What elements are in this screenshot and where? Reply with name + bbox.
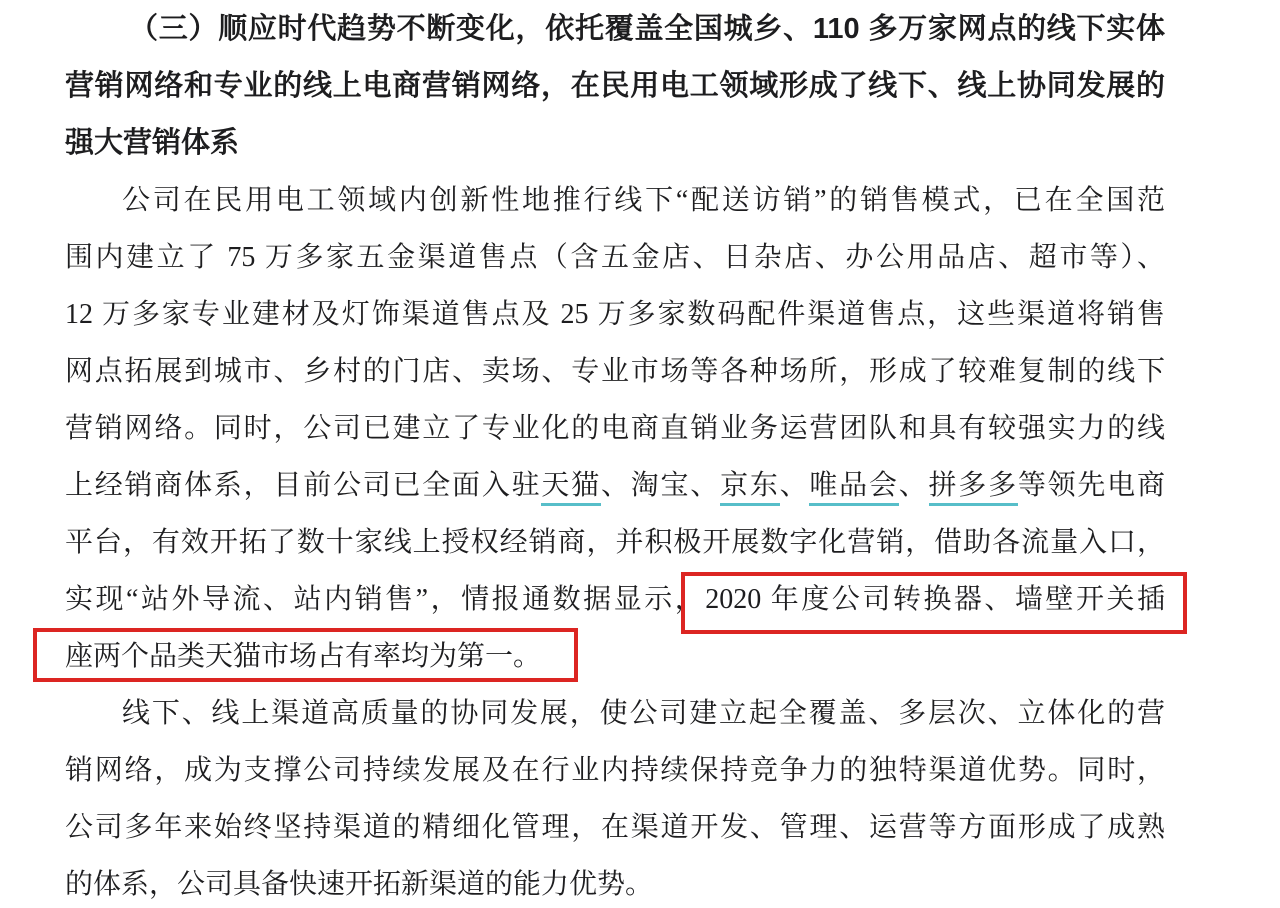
body-line xyxy=(65,628,1165,685)
body-line xyxy=(65,343,1165,400)
heading-line: （三）顺应时代趋势不断变化，依托覆盖全国城乡、110 多万家网点的线下实体 xyxy=(129,13,1165,45)
body-text: 销网络，成为支撑公司持续发展及在行业内持续保持竞争力的独特渠道优势。同时， xyxy=(65,755,1165,786)
body-text: 、淘宝、 xyxy=(600,470,721,501)
body-line xyxy=(65,286,1165,343)
body-line xyxy=(65,229,1165,286)
body-text: 线下、线上渠道高质量的协同发展，使公司建立起全覆盖、多层次、立体化的营 xyxy=(122,698,1165,729)
body-line xyxy=(65,172,1165,229)
body-text: 公司在民用电工领域内创新性地推行线下“配送访销”的销售模式，已在全国范 xyxy=(122,185,1165,216)
body-text: 公司多年来始终坚持渠道的精细化管理，在渠道开发、管理、运营等方面形成了成熟 xyxy=(65,812,1165,843)
section-body xyxy=(65,172,1165,908)
body-text: 等领先电商 xyxy=(1017,470,1165,501)
body-line xyxy=(65,571,1165,628)
body-line xyxy=(65,856,1165,908)
body-text: 座两个品类天猫市场占有率均为第一。 xyxy=(65,641,542,672)
body-line xyxy=(65,457,1165,514)
text-column xyxy=(65,1,1165,908)
body-line xyxy=(65,514,1165,571)
body-line xyxy=(65,400,1165,457)
body-text: 、 xyxy=(779,470,810,501)
platform-pdd: 拼多多 xyxy=(929,470,1018,506)
platform-tmall: 天猫 xyxy=(541,470,601,506)
heading-line: 强大营销体系 xyxy=(65,127,240,159)
body-text: 的体系，公司具备快速开拓新渠道的能力优势。 xyxy=(65,869,654,900)
section-heading xyxy=(65,1,1165,172)
body-text: 围内建立了 75 万多家五金渠道售点（含五金店、日杂店、办公用品店、超市等）、 xyxy=(65,242,1165,273)
body-text: 营销网络。同时，公司已建立了专业化的电商直销业务运营团队和具有较强实力的线 xyxy=(65,413,1165,444)
body-text: 12 万多家专业建材及灯饰渠道售点及 25 万多家数码配件渠道售点，这些渠道将销售 xyxy=(65,299,1165,330)
body-text: 、 xyxy=(898,470,929,501)
platform-jd: 京东 xyxy=(720,470,780,506)
body-text: 上经销商体系，目前公司已全面入驻 xyxy=(65,470,542,501)
body-line xyxy=(65,685,1165,742)
body-text: 网点拓展到城市、乡村的门店、卖场、专业市场等各种场所，形成了较难复制的线下 xyxy=(65,356,1165,387)
body-line xyxy=(65,742,1165,799)
body-text: 实现“站外导流、站内销售”，情报通数据显示，2020 年度公司转换器、墙壁开关插 xyxy=(65,584,1165,615)
heading-line: 营销网络和专业的线上电商营销网络，在民用电工领域形成了线下、线上协同发展的 xyxy=(65,70,1165,102)
body-text: 平台，有效开拓了数十家线上授权经销商，并积极开展数字化营销，借助各流量入口， xyxy=(65,527,1165,558)
body-line xyxy=(65,799,1165,856)
platform-vip: 唯品会 xyxy=(809,470,898,506)
